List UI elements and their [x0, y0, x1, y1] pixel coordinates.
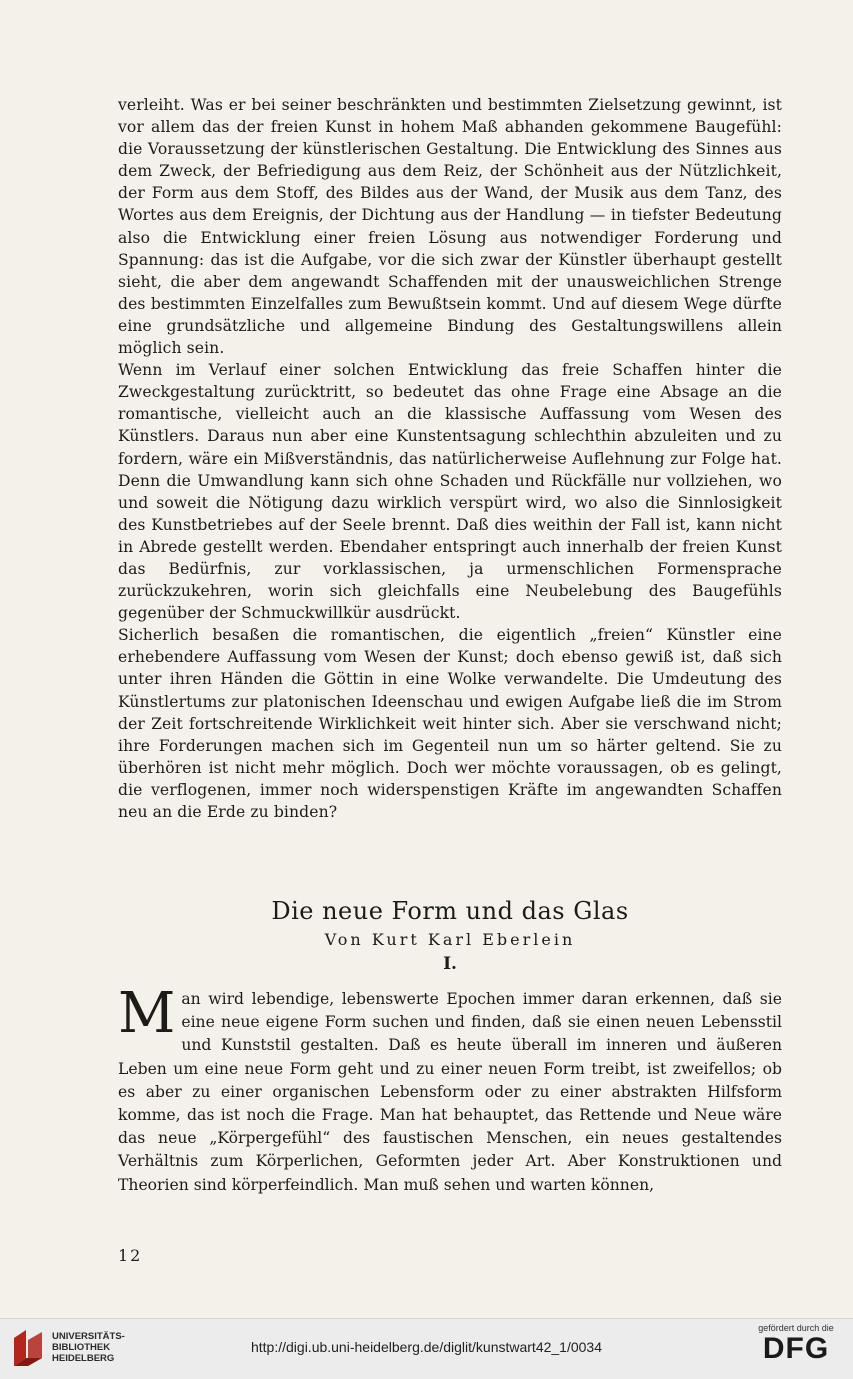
- drop-cap: M: [118, 981, 176, 1046]
- section-number: I.: [443, 954, 457, 974]
- article-byline: Von Kurt Karl Eberlein: [324, 930, 576, 949]
- paragraph-1: verleiht. Was er bei seiner beschränkten und bestimmten Zielsetzung gewinnt, ist vor allem das der freien Kunst in hohem Maß abhanden gekommene Baugefühl: die Voraussetzung der künstlerischen Gestaltung. Die Entwicklung des Sinnes aus dem Zweck, der Befriedigung aus dem Reiz, der Schönheit aus der Nützlichkeit, der Form aus dem Stoff, des Bildes aus der Wand, der Musik aus dem Tanz, des Wortes aus dem Ereignis, der Dichtung aus der Handlung — in tiefster Bedeutung also die Entwicklung einer freien Lösung aus notwendiger Forderung und Spannung: das ist die Aufgabe, vor die sich zwar der Künstler überhaupt gestellt sieht, die aber dem angewandt Schaffenden mit der unausweichlichen Strenge des bestimmten Einzelfalles zum Bewußtsein kommt. Und auf diesem Wege dürfte eine grundsätzliche und allgemeine Bindung des Gestaltungswillens allein möglich sein.: [118, 96, 782, 358]
- paragraph-2: Wenn im Verlauf einer solchen Entwicklung das freie Schaffen hinter die Zweckgestaltung zurücktritt, so bedeutet das ohne Frage eine Absage an die romantische, vielleicht auch an die klassische Auffassung vom Wesen des Künstlers. Daraus nun aber eine Kunstentsagung schlechthin abzuleiten und zu fordern, wäre ein Mißverständnis, das natürlicherweise Auflehnung zur Folge hat. Denn die Umwandlung kann sich ohne Schaden und Rückfälle nur vollziehen, wo und soweit die Nötigung dazu wirklich verspürt wird, wo also die Sinnlosigkeit des Kunstbetriebes auf der Seele brennt. Daß dies weithin der Fall ist, kann nicht in Abrede gestellt werden. Ebendaher entspringt auch innerhalb der freien Kunst das Bedürfnis, zur vorklassischen, ja urmenschlichen Formensprache zurückzukehren, worin sich gleichfalls eine Neubelebung des Baugefühls gegenüber der Schmuckwillkür ausdrückt.: [118, 361, 782, 623]
- funding-caption: gefördert durch die: [758, 1323, 834, 1333]
- dfg-logo-icon: DFG: [762, 1332, 830, 1365]
- permalink-url[interactable]: http://digi.ub.uni-heidelberg.de/diglit/kunstwart42_1/0034: [250, 1339, 603, 1355]
- viewer-footer: [0, 1318, 853, 1379]
- article-title: Die neue Form und das Glas: [271, 897, 629, 925]
- article-opening-text: an wird lebendige, lebenswerte Epochen immer daran erkennen, daß sie eine neue eigene Form suchen und finden, daß sie einen neuen Lebensstil und Kunststil gestalten. Daß es heute überall im inneren und äußeren Leben um eine neue Form geht und zu einer neuen Form treibt, ist zweifellos; ob es aber zu einer organischen Lebensform oder zu einer abstrakten Hilfsform komme, das ist noch die Frage. Man hat behauptet, das Rettende und Neue wäre das neue „Körpergefühl“ des faustischen Menschen, ein neues gestaltendes Verhältnis zum Körperlichen, Geformten jeder Art. Aber Konstruktionen und Theorien sind körperfeindlich. Man muß sehen und warten können,: [118, 990, 782, 1194]
- upper-text-block: [118, 94, 782, 823]
- funding-logo[interactable]: [753, 1323, 839, 1365]
- article-opening: [118, 981, 782, 1197]
- paragraph-3: Sicherlich besaßen die romantischen, die eigentlich „freien“ Künstler eine erhebendere Auffassung vom Wesen der Kunst; doch ebenso gewiß ist, daß sich unter ihren Händen die Göttin in eine Wolke verwandelte. Die Umdeutung des Künstlertums zur platonischen Ideenschau und ewigen Aufgabe ließ die im Strom der Zeit fortschreitende Wirklichkeit weit hinter sich. Aber sie verschwand nicht; ihre Forderungen machen sich im Gegenteil nun um so härter geltend. Sie zu überhören ist nicht mehr möglich. Doch wer möchte voraussagen, ob es gelingt, die verflogenen, immer noch widerspenstigen Kräfte im angewandten Schaffen neu an die Erde zu binden?: [118, 626, 782, 821]
- institution-line-3: HEIDELBERG: [52, 1353, 115, 1364]
- institution-line-2: BIBLIOTHEK: [52, 1342, 111, 1353]
- institution-line-1: UNIVERSITÄTS-: [52, 1331, 125, 1342]
- page-number: 12: [118, 1246, 143, 1265]
